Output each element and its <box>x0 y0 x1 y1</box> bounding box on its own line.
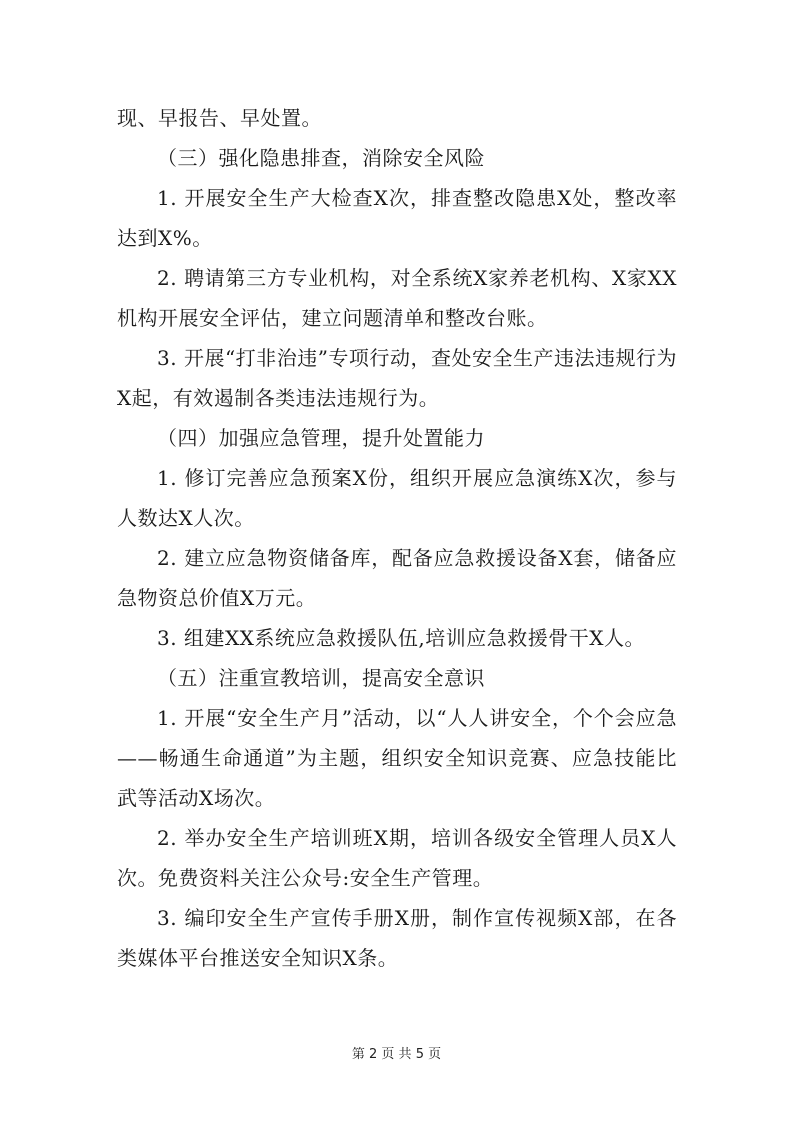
paragraph-4-3: 3. 组建XX系统应急救援队伍,培训应急救援骨干X人。 <box>157 626 646 650</box>
paragraph-3-2: 2. 聘请第三方专业机构，对全系统X家养老机构、X家XX机构开展安全评估，建立问题清单和整改台账。 <box>117 266 677 330</box>
document-body <box>117 98 677 978</box>
paragraph-continuation: 现、早报告、早处置。 <box>117 106 322 130</box>
paragraph-5-3: 3. 编印安全生产宣传手册X册，制作宣传视频X部，在各类媒体平台推送安全知识X条。 <box>117 906 677 970</box>
section-heading-5: （五）注重宣教培训，提高安全意识 <box>157 666 485 690</box>
paragraph-3-1: 1. 开展安全生产大检查X次，排查整改隐患X处，整改率达到X%。 <box>117 186 677 250</box>
paragraph-5-1: 1. 开展“安全生产月”活动，以“人人讲安全，个个会应急——畅通生命通道”为主题，组织安全知识竞赛、应急技能比武等活动X场次。 <box>117 706 677 810</box>
paragraph-4-2: 2. 建立应急物资储备库，配备应急救援设备X套，储备应急物资总价值X万元。 <box>117 546 677 610</box>
paragraph-4-1: 1. 修订完善应急预案X份，组织开展应急演练X次，参与人数达X人次。 <box>117 466 677 530</box>
section-heading-3: （三）强化隐患排查，消除安全风险 <box>157 146 485 170</box>
paragraph-5-2: 2. 举办安全生产培训班X期，培训各级安全管理人员X人次。免费资料关注公众号:安全生产管理。 <box>117 826 677 890</box>
section-heading-4: （四）加强应急管理，提升处置能力 <box>157 426 485 450</box>
paragraph-3-3: 3. 开展“打非治违”专项行动，查处安全生产违法违规行为X起，有效遏制各类违法违规行为。 <box>117 346 677 410</box>
page-number-footer: 第 2 页 共 5 页 <box>351 1047 442 1062</box>
